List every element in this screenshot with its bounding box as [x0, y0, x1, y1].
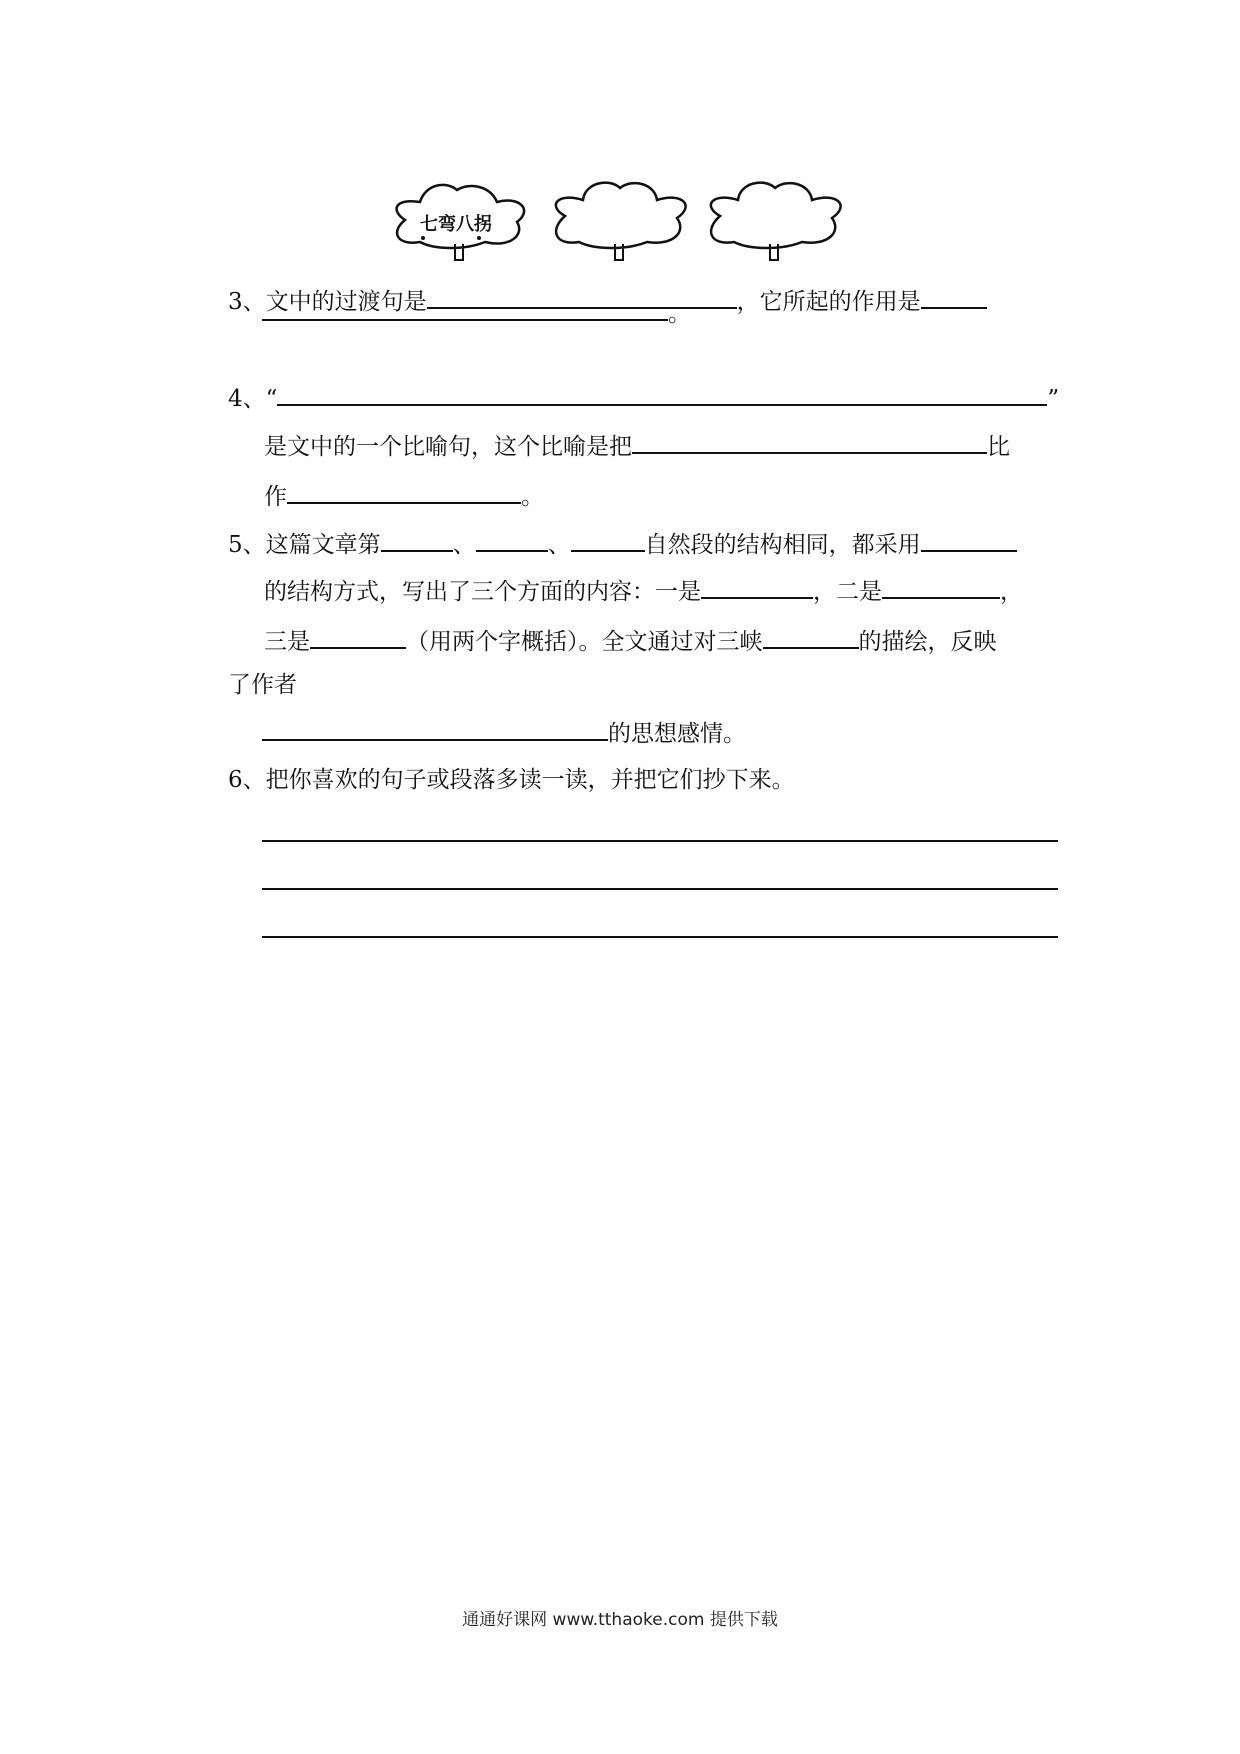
q4-blank-sentence[interactable]	[277, 382, 1047, 406]
q5-mid: 自然段的结构相同，都采用	[644, 532, 921, 558]
q4-line2-suffix: 比	[987, 434, 1010, 460]
leaf-3-icon	[700, 180, 850, 265]
question-4-line-1	[228, 382, 1059, 412]
question-3-line-2	[262, 297, 691, 327]
q4-blank-subject[interactable]	[632, 430, 987, 454]
q5-blank-scenery[interactable]	[763, 625, 859, 649]
q3-prefix: 3、文中的过渡句是	[228, 289, 427, 315]
question-5-line-3	[264, 625, 997, 655]
q5-prefix: 5、这篇文章第	[228, 532, 381, 558]
q4-line2-prefix: 是文中的一个比喻句，这个比喻是把	[264, 434, 632, 460]
question-6-line-1	[228, 765, 795, 795]
question-5-line-2	[264, 575, 1023, 605]
q4-blank-object[interactable]	[287, 480, 521, 504]
q5-sep-2: 、	[547, 532, 571, 558]
q4-line3-end: 。	[521, 484, 544, 510]
question-4-line-3	[264, 480, 544, 510]
q5-blank-three[interactable]	[310, 625, 406, 649]
q5-blank-one[interactable]	[701, 575, 813, 599]
leaf-word-1: 七弯八拐	[420, 214, 492, 235]
q3-blank-function-end[interactable]	[262, 297, 668, 321]
q3-blank-function-start[interactable]	[921, 285, 987, 309]
leaf-shape-3	[700, 180, 850, 265]
q5-sep-1: 、	[452, 532, 476, 558]
q5-line2-c: ，	[1000, 579, 1023, 605]
leaf-row	[385, 180, 865, 265]
q5-line3-a: 三是	[264, 629, 310, 655]
question-5-line-4	[228, 670, 297, 700]
q5-blank-two[interactable]	[882, 575, 1000, 599]
q6-text: 6、把你喜欢的句子或段落多读一读，并把它们抄下来。	[228, 767, 795, 793]
q6-answer-line-3[interactable]	[262, 936, 1058, 938]
q3-mid: ，它所起的作用是	[736, 289, 921, 315]
q5-blank-feelings[interactable]	[262, 717, 608, 741]
q5-line5-suffix: 的思想感情。	[608, 721, 746, 747]
q4-open-quote: 4、“	[228, 386, 278, 412]
q5-line3-c: 的描绘，反映	[858, 629, 997, 655]
q5-blank-para-1[interactable]	[381, 528, 453, 552]
leaf-2-icon	[545, 180, 695, 265]
q5-blank-para-3[interactable]	[571, 528, 645, 552]
q4-close-quote: ”	[1047, 386, 1060, 412]
q5-line3-b: （用两个字概括）。全文通过对三峡	[406, 629, 763, 655]
q6-answer-line-2[interactable]	[262, 888, 1058, 890]
question-4-line-2	[264, 430, 1010, 460]
question-5-line-1	[228, 528, 1017, 558]
q5-line2-a: 的结构方式，写出了三个方面的内容：一是	[264, 579, 701, 605]
q5-blank-structure[interactable]	[921, 528, 1017, 552]
q5-line4: 了作者	[228, 672, 297, 698]
leaf-shape-2	[545, 180, 695, 265]
q5-line2-b: ，二是	[813, 579, 882, 605]
leaf-shape-1	[385, 180, 535, 265]
q6-answer-line-1[interactable]	[262, 840, 1058, 842]
question-5-line-5	[262, 717, 746, 747]
q3-end: 。	[668, 301, 691, 327]
page-footer: 通通好课网 www.tthaoke.com 提供下载	[462, 1610, 778, 1630]
q4-line3-prefix: 作	[264, 484, 287, 510]
q5-blank-para-2[interactable]	[476, 528, 548, 552]
